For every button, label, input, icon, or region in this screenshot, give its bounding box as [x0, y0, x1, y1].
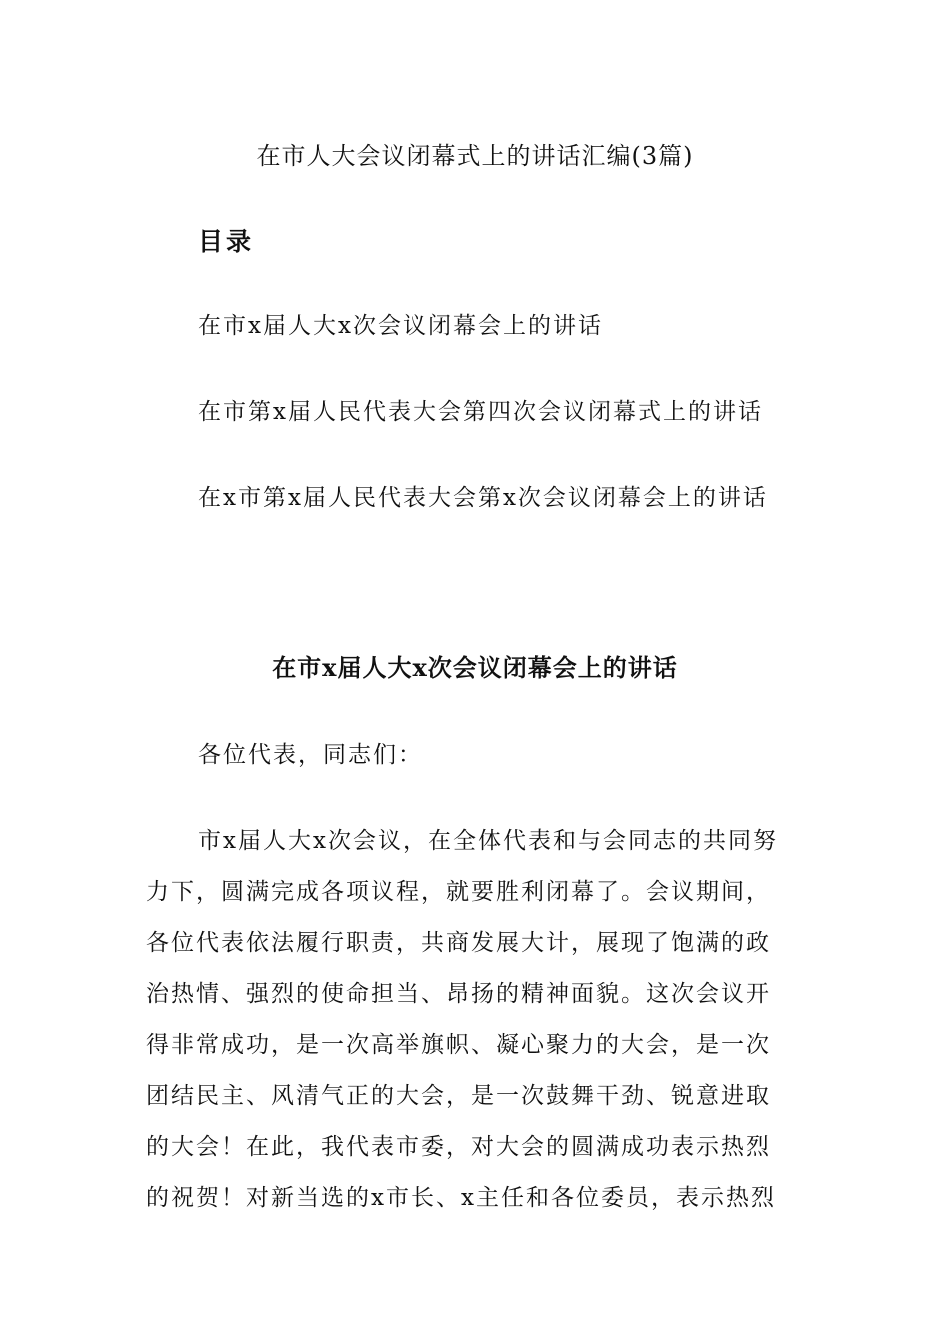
salutation: 各位代表，同志们：: [198, 742, 423, 768]
paragraph-line: 力下，圆满完成各项议程，就要胜利闭幕了。会议期间，: [146, 879, 771, 905]
paragraph-line: 得非常成功，是一次高举旗帜、凝心聚力的大会，是一次: [146, 1032, 771, 1058]
document-title: 在市人大会议闭幕式上的讲话汇编(3篇): [256, 142, 694, 170]
paragraph-line: 的祝贺！对新当选的x市长、x主任和各位委员，表示热烈: [146, 1185, 776, 1211]
paragraph-line: 的大会！在此，我代表市委，对大会的圆满成功表示热烈: [146, 1134, 771, 1160]
toc-item: 在市第x届人民代表大会第四次会议闭幕式上的讲话: [198, 399, 763, 425]
section-title: 在市x届人大x次会议闭幕会上的讲话: [272, 653, 678, 682]
toc-item: 在市x届人大x次会议闭幕会上的讲话: [198, 313, 603, 339]
paragraph-line: 市x届人大x次会议，在全体代表和与会同志的共同努: [198, 828, 778, 854]
paragraph-line: 团结民主、风清气正的大会，是一次鼓舞干劲、锐意进取: [146, 1083, 771, 1109]
toc-item: 在x市第x届人民代表大会第x次会议闭幕会上的讲话: [198, 485, 768, 511]
toc-heading: 目录: [198, 227, 255, 256]
paragraph-line: 治热情、强烈的使命担当、昂扬的精神面貌。这次会议开: [146, 981, 771, 1007]
paragraph-line: 各位代表依法履行职责，共商发展大计，展现了饱满的政: [146, 930, 771, 956]
